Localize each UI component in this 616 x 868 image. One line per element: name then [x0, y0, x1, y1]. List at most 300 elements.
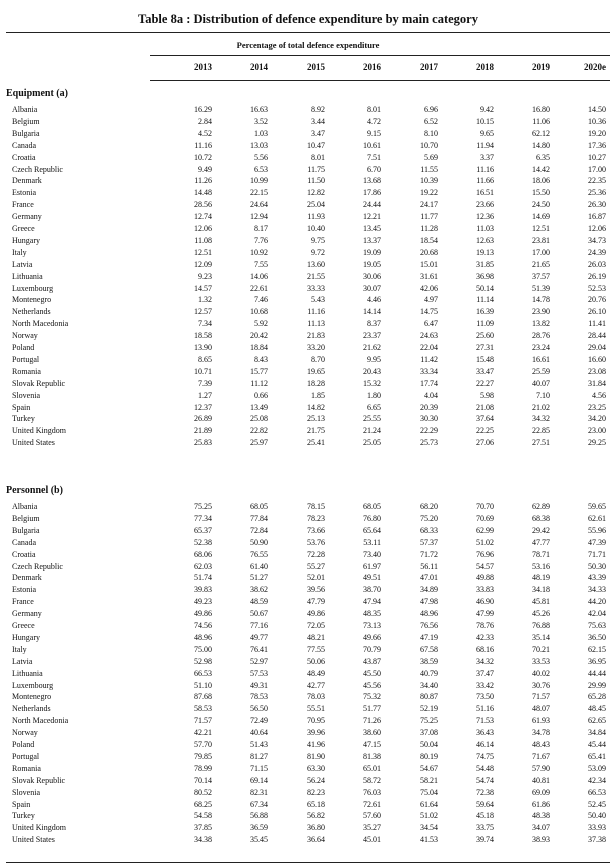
value-cell: 26.89: [194, 414, 212, 424]
value-cell: 50.67: [250, 609, 268, 619]
country-label: Bulgaria: [12, 128, 40, 138]
value-cell: 23.24: [532, 343, 550, 352]
value-cell: 1.27: [198, 390, 212, 400]
value-cell: 14.75: [420, 307, 438, 317]
value-cell: 8.70: [311, 354, 325, 364]
value-cell: 13.37: [363, 235, 381, 245]
value-cell: 48.49: [307, 668, 325, 678]
value-cell: 12.21: [363, 212, 381, 222]
country-label: Germany: [12, 212, 42, 222]
value-cell: 18.28: [307, 378, 325, 388]
value-cell: 33.53: [532, 656, 550, 666]
value-cell: 67.58: [420, 644, 438, 654]
value-cell: 25.55: [363, 414, 381, 424]
value-cell: 23.90: [532, 307, 550, 317]
table-row: [0, 763, 616, 774]
value-cell: 69.14: [250, 775, 268, 785]
table-row: [0, 283, 616, 294]
value-cell: 61.86: [532, 799, 550, 809]
value-cell: 14.06: [250, 271, 268, 281]
value-cell: 10.70: [420, 140, 438, 150]
table-row: [0, 437, 616, 448]
value-cell: 0.66: [254, 390, 268, 400]
value-cell: 3.44: [311, 116, 325, 126]
value-cell: 68.05: [363, 502, 381, 511]
country-label: United States: [12, 835, 55, 845]
value-cell: 3.37: [480, 152, 494, 162]
value-cell: 1.80: [367, 390, 381, 400]
country-label: Poland: [12, 343, 35, 352]
value-cell: 29.25: [588, 438, 606, 448]
value-cell: 37.47: [476, 668, 494, 678]
table-row: [0, 259, 616, 270]
value-cell: 21.83: [307, 331, 325, 341]
value-cell: 20.43: [363, 366, 381, 376]
value-cell: 49.31: [250, 680, 268, 690]
value-cell: 7.51: [367, 152, 381, 162]
value-cell: 41.96: [307, 740, 325, 749]
value-cell: 15.32: [363, 378, 381, 388]
value-cell: 71.57: [532, 692, 550, 702]
year-header: 2018: [476, 62, 494, 72]
value-cell: 71.53: [476, 716, 494, 726]
table-row: [0, 703, 616, 714]
value-cell: 16.80: [532, 105, 550, 114]
year-header: 2015: [307, 62, 325, 72]
value-cell: 71.71: [588, 549, 606, 559]
value-cell: 18.54: [420, 235, 438, 245]
value-cell: 10.15: [476, 116, 494, 126]
value-cell: 24.44: [363, 200, 381, 210]
value-cell: 34.20: [588, 414, 606, 424]
value-cell: 24.64: [250, 200, 268, 210]
value-cell: 37.57: [532, 271, 550, 281]
table-row: [0, 525, 616, 536]
value-cell: 24.17: [420, 200, 438, 210]
value-cell: 12.63: [476, 235, 494, 245]
value-cell: 2.84: [198, 116, 212, 126]
value-cell: 51.02: [420, 811, 438, 821]
value-cell: 11.12: [250, 378, 268, 388]
value-cell: 4.04: [424, 390, 438, 400]
value-cell: 12.06: [588, 224, 606, 233]
value-cell: 56.88: [250, 811, 268, 821]
value-cell: 13.03: [250, 140, 268, 150]
value-cell: 10.27: [588, 152, 606, 162]
value-cell: 12.82: [307, 188, 325, 198]
value-cell: 73.50: [476, 692, 494, 702]
value-cell: 39.56: [307, 585, 325, 595]
value-cell: 25.08: [250, 414, 268, 424]
value-cell: 57.70: [194, 740, 212, 749]
value-cell: 11.08: [194, 235, 212, 245]
value-cell: 70.21: [532, 644, 550, 654]
value-cell: 25.13: [307, 414, 325, 424]
value-cell: 24.50: [532, 200, 550, 210]
value-cell: 23.66: [476, 200, 494, 210]
value-cell: 72.38: [476, 787, 494, 797]
value-cell: 77.16: [250, 621, 268, 630]
value-cell: 11.55: [420, 164, 438, 174]
value-cell: 39.74: [476, 835, 494, 845]
value-cell: 9.23: [198, 271, 212, 281]
value-cell: 48.96: [194, 632, 212, 642]
value-cell: 50.30: [588, 561, 606, 571]
value-cell: 12.09: [194, 259, 212, 269]
value-cell: 76.56: [420, 621, 438, 630]
country-label: Netherlands: [12, 704, 51, 714]
value-cell: 33.75: [476, 823, 494, 833]
value-cell: 16.51: [476, 188, 494, 198]
value-cell: 22.04: [420, 343, 438, 352]
value-cell: 51.39: [532, 283, 550, 293]
country-label: Latvia: [12, 656, 33, 666]
value-cell: 1.85: [311, 390, 325, 400]
value-cell: 38.59: [420, 656, 438, 666]
value-cell: 48.21: [307, 632, 325, 642]
value-cell: 59.65: [588, 502, 606, 511]
value-cell: 50.14: [476, 283, 494, 293]
value-cell: 17.00: [588, 164, 606, 174]
value-cell: 49.77: [250, 632, 268, 642]
value-cell: 8.10: [424, 128, 438, 138]
value-cell: 45.81: [532, 597, 550, 607]
value-cell: 57.90: [532, 763, 550, 773]
value-cell: 53.76: [307, 537, 325, 547]
value-cell: 61.64: [420, 799, 438, 809]
value-cell: 58.72: [363, 775, 381, 785]
value-cell: 11.75: [307, 164, 325, 174]
value-cell: 11.77: [420, 212, 438, 222]
value-cell: 54.67: [420, 763, 438, 773]
value-cell: 42.33: [476, 632, 494, 642]
value-cell: 47.15: [363, 740, 381, 749]
value-cell: 81.38: [363, 751, 381, 761]
value-cell: 75.04: [420, 787, 438, 797]
table-row: [0, 549, 616, 560]
value-cell: 26.10: [588, 307, 606, 317]
table-row: [0, 164, 616, 175]
value-cell: 65.18: [307, 799, 325, 809]
value-cell: 8.01: [367, 105, 381, 114]
value-cell: 22.61: [250, 283, 268, 293]
value-cell: 53.11: [363, 537, 381, 547]
value-cell: 17.36: [588, 140, 606, 150]
value-cell: 47.79: [307, 597, 325, 607]
value-cell: 54.48: [476, 763, 494, 773]
value-cell: 48.59: [250, 597, 268, 607]
value-cell: 21.89: [194, 426, 212, 436]
value-cell: 76.55: [250, 549, 268, 559]
value-cell: 71.26: [363, 716, 381, 726]
value-cell: 76.41: [250, 644, 268, 654]
value-cell: 10.72: [194, 152, 212, 162]
value-cell: 25.60: [476, 331, 494, 341]
value-cell: 54.58: [194, 811, 212, 821]
table-row: [0, 271, 616, 282]
value-cell: 54.57: [476, 561, 494, 571]
value-cell: 78.76: [476, 621, 494, 630]
value-cell: 50.40: [588, 811, 606, 821]
table-row: [0, 584, 616, 595]
value-cell: 78.15: [307, 502, 325, 511]
value-cell: 82.31: [250, 787, 268, 797]
table-row: [0, 247, 616, 258]
value-cell: 14.69: [532, 212, 550, 222]
value-cell: 65.01: [363, 763, 381, 773]
table-row: [0, 306, 616, 317]
value-cell: 14.48: [194, 188, 212, 198]
table-subtitle: Percentage of total defence expenditure: [236, 40, 380, 50]
value-cell: 73.40: [363, 549, 381, 559]
value-cell: 9.72: [311, 247, 325, 257]
country-label: Slovak Republic: [12, 775, 66, 785]
table-row: [0, 128, 616, 139]
value-cell: 47.19: [420, 632, 438, 642]
value-cell: 77.55: [307, 644, 325, 654]
value-cell: 80.87: [420, 692, 438, 702]
value-cell: 55.51: [307, 704, 325, 714]
value-cell: 6.47: [424, 319, 438, 329]
value-cell: 8.92: [311, 105, 325, 114]
table-row: [0, 620, 616, 631]
table-row: [0, 680, 616, 691]
value-cell: 28.44: [588, 331, 606, 341]
value-cell: 72.61: [363, 799, 381, 809]
value-cell: 49.23: [194, 597, 212, 607]
country-label: Norway: [12, 728, 38, 738]
value-cell: 13.68: [363, 176, 381, 186]
value-cell: 18.58: [194, 331, 212, 341]
country-label: Slovak Republic: [12, 378, 66, 388]
value-cell: 8.17: [254, 224, 268, 233]
value-cell: 52.19: [420, 704, 438, 714]
value-cell: 72.49: [250, 716, 268, 726]
country-label: United Kingdom: [12, 426, 66, 436]
country-label: Italy: [12, 644, 27, 654]
value-cell: 43.87: [363, 656, 381, 666]
value-cell: 68.06: [194, 549, 212, 559]
value-cell: 6.65: [367, 402, 381, 412]
value-cell: 14.78: [532, 295, 550, 305]
value-cell: 17.00: [532, 247, 550, 257]
value-cell: 42.34: [588, 775, 606, 785]
value-cell: 12.94: [250, 212, 268, 222]
value-cell: 10.99: [250, 176, 268, 186]
value-cell: 73.13: [363, 621, 381, 630]
table-row: [0, 175, 616, 186]
value-cell: 11.16: [476, 164, 494, 174]
table-row: [0, 727, 616, 738]
country-label: Romania: [12, 763, 41, 773]
value-cell: 10.68: [250, 307, 268, 317]
country-label: Latvia: [12, 259, 33, 269]
country-label: North Macedonia: [12, 716, 69, 726]
value-cell: 56.50: [250, 704, 268, 714]
table-row: [0, 140, 616, 151]
value-cell: 49.86: [194, 609, 212, 619]
value-cell: 75.25: [194, 502, 212, 511]
table-row: [0, 152, 616, 163]
country-label: Estonia: [12, 585, 36, 595]
value-cell: 15.77: [250, 366, 268, 376]
value-cell: 57.60: [363, 811, 381, 821]
country-label: Slovenia: [12, 787, 40, 797]
value-cell: 11.66: [476, 176, 494, 186]
table-row: [0, 644, 616, 655]
value-cell: 22.25: [476, 426, 494, 436]
table-row: [0, 378, 616, 389]
section-title-equipment: Equipment (a): [6, 88, 68, 99]
value-cell: 3.52: [254, 116, 268, 126]
value-cell: 78.71: [532, 549, 550, 559]
value-cell: 62.65: [588, 716, 606, 726]
value-cell: 74.75: [476, 751, 494, 761]
value-cell: 52.97: [250, 656, 268, 666]
value-cell: 9.49: [198, 164, 212, 174]
value-cell: 37.64: [476, 414, 494, 424]
value-cell: 70.14: [194, 775, 212, 785]
value-cell: 76.88: [532, 621, 550, 630]
value-cell: 39.96: [307, 728, 325, 738]
table-row: [0, 751, 616, 762]
value-cell: 71.57: [194, 716, 212, 726]
value-cell: 36.43: [476, 728, 494, 738]
country-label: Belgium: [12, 513, 40, 523]
value-cell: 48.19: [532, 573, 550, 583]
value-cell: 58.21: [420, 775, 438, 785]
value-cell: 47.98: [420, 597, 438, 607]
value-cell: 79.85: [194, 751, 212, 761]
country-label: Spain: [12, 402, 31, 412]
value-cell: 11.03: [476, 224, 494, 233]
value-cell: 65.37: [194, 525, 212, 535]
country-label: Albania: [12, 105, 38, 114]
value-cell: 80.19: [420, 751, 438, 761]
table-row: [0, 211, 616, 222]
value-cell: 11.28: [420, 224, 438, 233]
value-cell: 26.03: [588, 259, 606, 269]
country-label: Netherlands: [12, 307, 51, 317]
value-cell: 25.36: [588, 188, 606, 198]
value-cell: 33.42: [476, 680, 494, 690]
table-row: [0, 561, 616, 572]
value-cell: 11.13: [307, 319, 325, 329]
value-cell: 4.46: [367, 295, 381, 305]
value-cell: 37.08: [420, 728, 438, 738]
value-cell: 10.36: [588, 116, 606, 126]
table-row: [0, 366, 616, 377]
value-cell: 25.04: [307, 200, 325, 210]
value-cell: 36.50: [588, 632, 606, 642]
country-label: Lithuania: [12, 668, 43, 678]
value-cell: 16.61: [532, 354, 550, 364]
value-cell: 52.45: [588, 799, 606, 809]
value-cell: 57.53: [250, 668, 268, 678]
value-cell: 20.76: [588, 295, 606, 305]
table-row: [0, 425, 616, 436]
value-cell: 68.05: [250, 502, 268, 511]
value-cell: 47.39: [588, 537, 606, 547]
value-cell: 74.56: [194, 621, 212, 630]
value-cell: 14.42: [532, 164, 550, 174]
value-cell: 81.90: [307, 751, 325, 761]
country-label: Germany: [12, 609, 42, 619]
value-cell: 9.15: [367, 128, 381, 138]
value-cell: 5.43: [311, 295, 325, 305]
value-cell: 40.07: [532, 378, 550, 388]
value-cell: 11.09: [476, 319, 494, 329]
value-cell: 7.39: [198, 378, 212, 388]
value-cell: 62.15: [588, 644, 606, 654]
value-cell: 45.01: [363, 835, 381, 845]
value-cell: 39.83: [194, 585, 212, 595]
value-cell: 73.66: [307, 525, 325, 535]
table-row: [0, 342, 616, 353]
country-label: Czech Republic: [12, 164, 63, 174]
value-cell: 66.53: [194, 668, 212, 678]
value-cell: 47.99: [476, 609, 494, 619]
value-cell: 42.06: [420, 283, 438, 293]
value-cell: 46.14: [476, 740, 494, 749]
value-cell: 19.22: [420, 188, 438, 198]
value-cell: 25.97: [250, 438, 268, 448]
value-cell: 49.86: [307, 609, 325, 619]
value-cell: 53.16: [532, 561, 550, 571]
table-row: [0, 572, 616, 583]
value-cell: 21.24: [363, 426, 381, 436]
value-cell: 87.68: [194, 692, 212, 702]
value-cell: 5.56: [254, 152, 268, 162]
value-cell: 19.05: [363, 259, 381, 269]
value-cell: 49.51: [363, 573, 381, 583]
value-cell: 45.50: [363, 668, 381, 678]
country-label: Greece: [12, 224, 35, 233]
value-cell: 12.36: [476, 212, 494, 222]
year-header: 2020e: [584, 62, 606, 72]
value-cell: 19.09: [363, 247, 381, 257]
value-cell: 80.52: [194, 787, 212, 797]
value-cell: 49.66: [363, 632, 381, 642]
table-row: [0, 799, 616, 810]
value-cell: 4.97: [424, 295, 438, 305]
table-row: [0, 501, 616, 512]
value-cell: 35.27: [363, 823, 381, 833]
value-cell: 19.65: [307, 366, 325, 376]
country-label: France: [12, 200, 34, 210]
value-cell: 10.39: [420, 176, 438, 186]
value-cell: 68.38: [532, 513, 550, 523]
table-row: [0, 787, 616, 798]
value-cell: 58.53: [194, 704, 212, 714]
value-cell: 75.63: [588, 621, 606, 630]
value-cell: 11.42: [420, 354, 438, 364]
value-cell: 33.83: [476, 585, 494, 595]
country-label: United States: [12, 438, 55, 448]
value-cell: 65.41: [588, 751, 606, 761]
table-row: [0, 715, 616, 726]
value-cell: 11.16: [307, 307, 325, 317]
value-cell: 6.96: [424, 105, 438, 114]
country-label: Italy: [12, 247, 27, 257]
value-cell: 38.62: [250, 585, 268, 595]
country-label: Belgium: [12, 116, 40, 126]
value-cell: 51.27: [250, 573, 268, 583]
year-header: 2014: [250, 62, 268, 72]
value-cell: 42.04: [588, 609, 606, 619]
value-cell: 5.98: [480, 390, 494, 400]
country-label: Croatia: [12, 152, 36, 162]
